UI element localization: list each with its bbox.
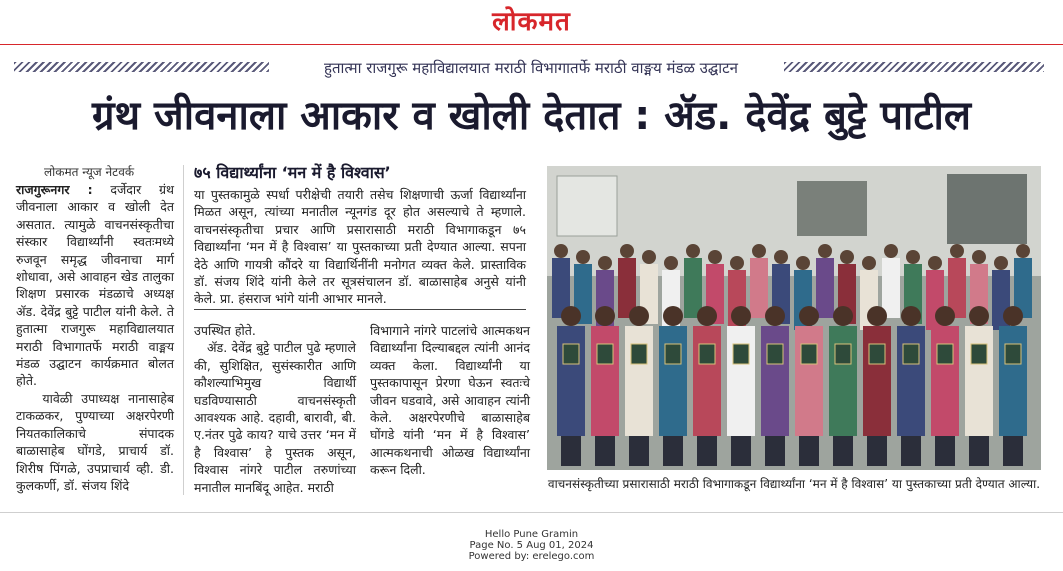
column-divider (183, 165, 184, 495)
kicker-row (14, 58, 1044, 78)
article-paragraph: विभागाने नांगरे पाटलांचे आत्मकथन विद्यार्थ्यांना दिल्याबद्दल त्यांनी आनंद व्यक्त केला. विद्यार्थ्यांनी या पुस्तकापासून प्रेरणा घेऊन स्वतःचे जीवन घडवावे, असे आवाहन त्यांनी केले. अक्षरपेरणीचे बाळासाहेब घोंगडे यांनी ‘मन में है विश्वास’ आत्मकथनाची ओळख विद्यार्थ्यांना करून दिली. (370, 323, 530, 478)
paragraph-text: यावेळी उपाध्यक्ष नानासाहेब टाकळकर, पुण्याच्या अक्षरपेरणी नियतकालिकाचे संपादक बाळासाहेब घोंगडे, प्राचार्य डॉ. शिरीष पिंगळे, उपप्राचार्य व्ही. डी. कुलकर्णी, डॉ. संजय शिंदे (16, 390, 174, 493)
footer-page-date: Page No. 5 Aug 01, 2024 (469, 540, 594, 551)
footer-rule (0, 512, 1063, 513)
sidebar-title: ७५ विद्यार्थ्यांना ‘मन में है विश्वास’ (194, 163, 391, 182)
paragraph-text: दर्जेदार ग्रंथ जीवनाला आकार व खोली देत असतात. त्यामुळे वाचनसंस्कृतीचा संस्कार विद्यार्थ्यांनी स्वतःमध्ये रुजवून समृद्ध जीवनाचा मार्ग शोधावा, असे आवाहन खेड तालुका शिक्षण प्रसारक मंडळाचे अध्यक्ष ॲड. देवेंद्र बुट्टे पाटील यांनी केले. ते हुतात्मा राजगुरू महाविद्यालयात मराठी विभागातर्फे मराठी वाङ्मय मंडळ उद्घाटन कार्यक्रमात बोलत होते. (16, 182, 174, 389)
photo-caption: वाचनसंस्कृतीच्या प्रसारासाठी मराठी विभागाकडून विद्यार्थ्यांना ‘मन में है विश्वास’ या पुस्तकाच्या प्रती देण्यात आल्या. (547, 477, 1041, 491)
article-column-1 (16, 181, 174, 494)
dateline: राजगुरूनगर : (16, 182, 93, 197)
article-paragraph: उपस्थित होते. (194, 323, 256, 338)
article-paragraph (16, 390, 174, 494)
byline: लोकमत न्यूज नेटवर्क (44, 165, 135, 179)
kicker-hatch-left (14, 62, 269, 72)
masthead-rule (0, 44, 1063, 45)
article-column-2 (194, 322, 356, 496)
footer-powered-by: Powered by: erelego.com (468, 551, 595, 562)
masthead (0, 4, 1063, 40)
kicker-text: हुतात्मा राजगुरू महाविद्यालयात मराठी विभागातर्फे मराठी वाङ्मय मंडळ उद्घाटन (323, 59, 739, 77)
group-photo (547, 166, 1041, 470)
paragraph-text: ॲड. देवेंद्र बुट्टे पाटील पुढे म्हणाले की, सुशिक्षित, सुसंस्कारीत आणि कौशल्याभिमुख विद्यार्थी घडविण्यासाठी वाचनसंस्कृती आवश्यक आहे. दहावी, बारावी, बी. ए.नंतर पुढे काय? याचे उत्तर ‘मन में है विश्वास’ हे पुस्तक असून, विश्वास नांगरे पाटील तरुणांच्या मनातील मानबिंदू आहेत. मराठी (194, 340, 356, 495)
newspaper-logo: लोकमत (492, 7, 571, 37)
footer-edition: Hello Pune Gramin (484, 529, 579, 540)
group-photo-illustration (547, 166, 1041, 470)
sidebar-rule (194, 309, 526, 310)
kicker-hatch-right (784, 62, 1044, 72)
article-column-3 (370, 322, 530, 479)
article-paragraph (16, 181, 174, 390)
article-paragraph (194, 339, 356, 496)
sidebar-body: या पुस्तकामुळे स्पर्धा परीक्षेची तयारी तसेच शिक्षणाची ऊर्जा विद्यार्थ्यांना मिळत असून, त्यांच्या मनातील न्यूनगंड दूर होत असल्याचे ते म्हणाले. वाचनसंस्कृतीचा प्रचार आणि प्रसारासाठी मराठी विभागाकडून ७५ विद्यार्थ्यांना ‘मन में है विश्वास’ या पुस्तकाच्या प्रती देण्यात आल्या. सपना देठे आणि गायत्री कौंदरे या विद्यार्थिनींनी मनोगत व्यक्त केले. प्रास्ताविक डॉ. संजय शिंदे यांनी केले तर सूत्रसंचालन डॉ. बाळासाहेब अनुसे यांनी केले. प्रा. हंसराज भांगे यांनी आभार मानले. (194, 187, 526, 307)
headline: ग्रंथ जीवनाला आकार व खोली देतात : ॲड. देवेंद्र बुट्टे पाटील (91, 93, 971, 139)
page-footer (0, 529, 1063, 562)
